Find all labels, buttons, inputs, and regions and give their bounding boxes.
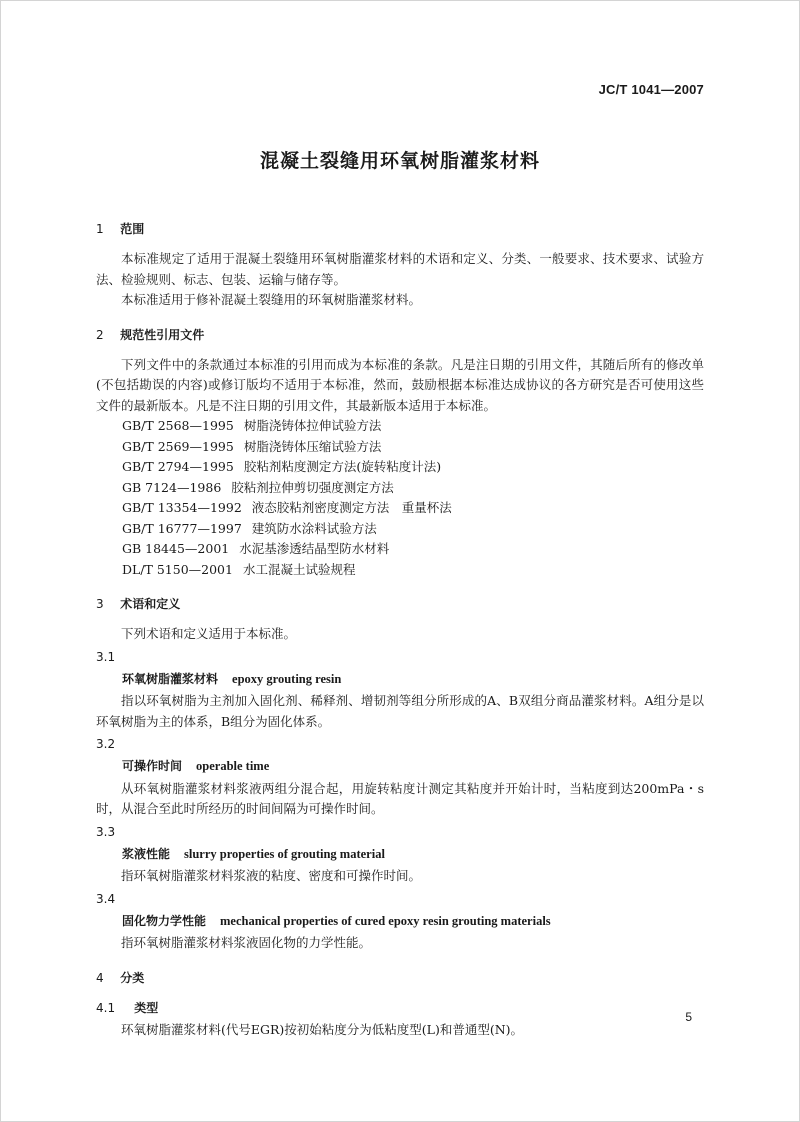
reference-code: GB/T 2568—1995 — [122, 418, 234, 433]
term-definition: 从环氧树脂灌浆材料浆液两组分混合起，用旋转粘度计测定其粘度并开始计时，当粘度到达200mPa・s时，从混合至此时所经历的时间间隔为可操作时间。 — [96, 780, 704, 816]
reference-name: 水工混凝土试验规程 — [242, 561, 356, 577]
term-heading — [96, 756, 704, 777]
document-body — [96, 205, 704, 1040]
subsection-4-1-heading — [96, 998, 704, 1018]
reference-name: 树脂浇铸体拉伸试验方法 — [243, 418, 382, 433]
term-number: 3.1 — [96, 649, 116, 664]
term-number: 3.3 — [96, 824, 116, 839]
section-2-paragraph-1: 下列文件中的条款通过本标准的引用而成为本标准的条款。凡是注日期的引用文件，其随后所有的修改单(不包括勘误的内容)或修订版均不适用于本标准，然而，鼓励根据本标准达成协议的各方研究是否可使用这些文件的最新版本。凡是不注日期的引用文件，其最新版本适用于本标准。 — [96, 356, 704, 413]
subsection-title: 类型 — [134, 1000, 159, 1015]
term-chinese: 可操作时间 — [122, 759, 183, 773]
section-number: 2 — [96, 327, 104, 342]
term-definition: 指以环氧树脂为主剂加入固化剂、稀释剂、增韧剂等组分所形成的A、B双组分商品灌浆材料。A组分是以环氧树脂为主的体系，B组分为固化体系。 — [96, 693, 704, 729]
section-number: 3 — [96, 597, 104, 611]
term-chinese: 固化物力学性能 — [122, 913, 207, 928]
term-number: 3.4 — [96, 891, 116, 906]
term-chinese: 环氧树脂灌浆材料 — [122, 671, 219, 686]
reference-name: 建筑防水涂料试验方法 — [251, 520, 377, 536]
term-english: operable time — [196, 759, 270, 773]
section-title: 范围 — [120, 222, 145, 236]
reference-item — [96, 416, 704, 437]
reference-code: GB 7124—1986 — [122, 479, 222, 495]
reference-code: GB/T 2794—1995 — [122, 459, 234, 474]
reference-code: GB 18445—2001 — [122, 541, 230, 556]
reference-name: 水泥基渗透结晶型防水材料 — [239, 541, 390, 556]
reference-code: GB/T 13354—1992 — [122, 500, 242, 515]
section-number: 1 — [96, 222, 104, 236]
term-heading — [96, 669, 704, 690]
term-heading — [96, 911, 704, 932]
term-heading — [96, 844, 704, 865]
section-2-heading — [96, 325, 704, 345]
term-english: epoxy grouting resin — [232, 671, 342, 686]
reference-item — [96, 560, 704, 581]
term-number: 3.2 — [96, 737, 116, 751]
reference-name: 胶粘剂粘度测定方法(旋转粘度计法) — [243, 459, 442, 474]
section-title: 分类 — [120, 970, 145, 985]
section-3-intro: 下列术语和定义适用于本标准。 — [121, 626, 297, 641]
reference-name: 液态胶粘剂密度测定方法 重量杯法 — [251, 500, 452, 515]
reference-item — [96, 457, 704, 478]
reference-item — [96, 478, 704, 499]
term-english: mechanical properties of cured epoxy resin grouting materials — [220, 913, 551, 928]
section-4-heading — [96, 968, 704, 988]
term-definition: 指环氧树脂灌浆材料浆液固化物的力学性能。 — [121, 935, 372, 950]
document-title: 混凝土裂缝用环氧树脂灌浆材料 — [259, 150, 540, 172]
section-number: 4 — [96, 970, 104, 985]
standard-number: JC/T 1041—2007 — [598, 82, 704, 97]
section-1-paragraph-1: 本标准规定了适用于混凝土裂缝用环氧树脂灌浆材料的术语和定义、分类、一般要求、技术要求、试验方法、检验规则、标志、包装、运输与储存等。 — [96, 251, 704, 287]
page-number: 5 — [685, 1010, 692, 1024]
term-english: slurry properties of grouting material — [184, 846, 385, 861]
term-definition: 指环氧树脂灌浆材料浆液的粘度、密度和可操作时间。 — [121, 868, 422, 883]
reference-name: 胶粘剂拉伸剪切强度测定方法 — [231, 479, 394, 495]
reference-code: GB/T 16777—1997 — [122, 520, 242, 536]
reference-list — [96, 416, 704, 580]
section-1-heading — [96, 219, 704, 239]
section-3-heading — [96, 594, 704, 614]
subsection-number: 4.1 — [96, 1000, 116, 1015]
reference-name: 树脂浇铸体压缩试验方法 — [243, 438, 382, 454]
section-1-paragraph-2: 本标准适用于修补混凝土裂缝用的环氧树脂灌浆材料。 — [121, 292, 422, 307]
section-4-paragraph-1: 环氧树脂灌浆材料(代号EGR)按初始粘度分为低粘度型(L)和普通型(N)。 — [121, 1021, 524, 1037]
section-title: 规范性引用文件 — [120, 327, 205, 342]
term-chinese: 浆液性能 — [122, 846, 171, 861]
reference-item — [96, 539, 704, 560]
reference-item — [96, 519, 704, 540]
reference-item — [96, 498, 704, 519]
section-title: 术语和定义 — [120, 597, 181, 611]
reference-code: GB/T 2569—1995 — [122, 438, 234, 454]
reference-item — [96, 437, 704, 458]
reference-code: DL/T 5150—2001 — [122, 561, 233, 577]
